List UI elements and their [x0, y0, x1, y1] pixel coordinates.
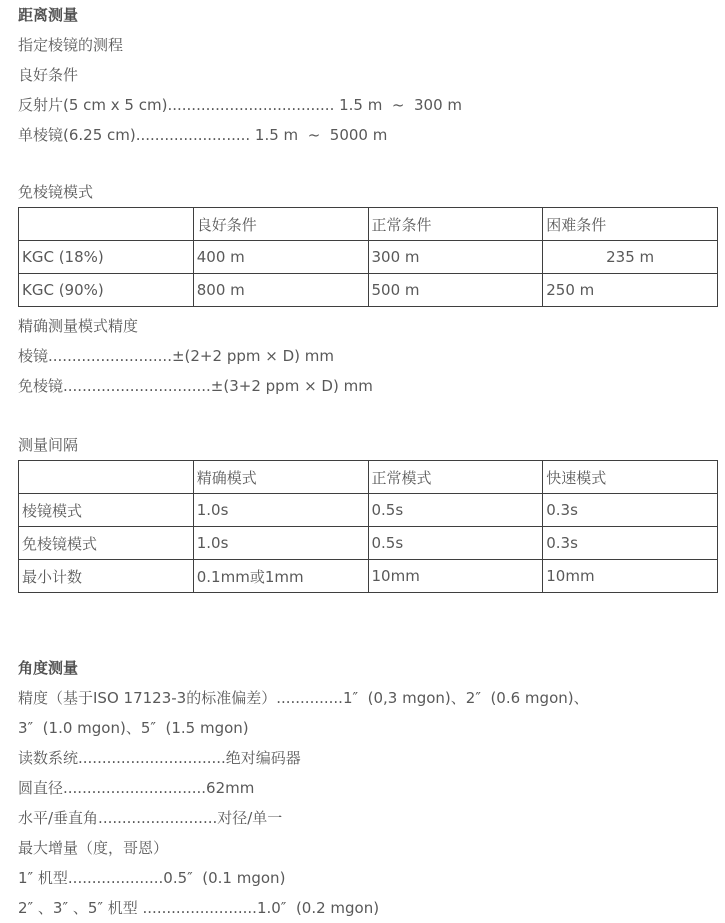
model-1sec-line: 1″ 机型....................0.5″ (0.1 mgon): [18, 869, 286, 887]
reflectorless-mode-label: 免棱镜模式: [18, 183, 94, 201]
circle-diameter-line: 圆直径..............................62mm: [18, 779, 255, 797]
table-row: [19, 494, 718, 527]
value-cell: 10mm: [368, 560, 543, 593]
measurement-interval-title: 测量间隔: [18, 436, 79, 454]
row-label-cell: 棱镜模式: [19, 494, 194, 527]
angle-accuracy-line-2: 3″ (1.0 mgon)、5″ (1.5 mgon): [18, 719, 249, 737]
reading-system-line: 读数系统...............................绝对编码器: [18, 749, 301, 767]
distance-subtitle: 指定棱镜的测程: [18, 36, 124, 54]
value-cell: 235 m: [543, 241, 718, 274]
fine-mode-accuracy-title: 精确测量模式精度: [18, 317, 139, 335]
table-header-row: [19, 461, 718, 494]
single-prism-range-line: 单棱镜(6.25 cm)........................ 1.5 m ~ 5000 m: [18, 126, 388, 144]
header-cell-fine: 精确模式: [193, 461, 368, 494]
value-cell: 300 m: [368, 241, 543, 274]
max-increment-label: 最大增量（度，哥恩）: [18, 839, 169, 857]
header-cell-empty: [19, 208, 194, 241]
horizontal-vertical-angle-line: 水平/垂直角.........................对径/单一: [18, 809, 283, 827]
header-cell-normal: 正常模式: [368, 461, 543, 494]
angle-accuracy-line-1: 精度（基于ISO 17123-3的标准偏差）..............1″ (0,3 mgon)、2″ (0.6 mgon)、: [18, 689, 589, 707]
reflectorless-range-table: [18, 207, 718, 307]
reflectorless-accuracy-line: 免棱镜...............................±(3+2 ppm × D) mm: [18, 377, 373, 395]
prism-accuracy-line: 棱镜..........................±(2+2 ppm × D) mm: [18, 347, 334, 365]
row-label-cell: 最小计数: [19, 560, 194, 593]
header-cell-good: 良好条件: [193, 208, 368, 241]
row-label-cell: KGC (90%): [19, 274, 194, 307]
value-cell: 400 m: [193, 241, 368, 274]
value-cell: 1.0s: [193, 527, 368, 560]
value-cell: 0.1mm或1mm: [193, 560, 368, 593]
value-cell: 1.0s: [193, 494, 368, 527]
value-cell: 500 m: [368, 274, 543, 307]
value-cell: 0.3s: [543, 527, 718, 560]
table-row: [19, 527, 718, 560]
distance-condition-label: 良好条件: [18, 66, 79, 84]
row-label-cell: KGC (18%): [19, 241, 194, 274]
table-row: [19, 274, 718, 307]
value-cell: 0.5s: [368, 494, 543, 527]
value-cell: 800 m: [193, 274, 368, 307]
table-header-row: [19, 208, 718, 241]
angle-section-heading: 角度测量: [18, 659, 79, 677]
reflector-sheet-range-line: 反射片(5 cm x 5 cm)................................... 1.5 m ~ 300 m: [18, 96, 462, 114]
value-cell: 10mm: [543, 560, 718, 593]
header-cell-normal: 正常条件: [368, 208, 543, 241]
table-row: [19, 241, 718, 274]
model-235sec-line: 2″ 、3″ 、5″ 机型 ........................1.0″ (0.2 mgon): [18, 899, 380, 917]
row-label-cell: 免棱镜模式: [19, 527, 194, 560]
header-cell-fast: 快速模式: [543, 461, 718, 494]
distance-section-heading: 距离测量: [18, 6, 79, 24]
value-cell: 0.5s: [368, 527, 543, 560]
value-cell: 0.3s: [543, 494, 718, 527]
value-cell: 250 m: [543, 274, 718, 307]
table-row: [19, 560, 718, 593]
header-cell-difficult: 困难条件: [543, 208, 718, 241]
header-cell-empty: [19, 461, 194, 494]
measurement-interval-table: [18, 460, 718, 593]
